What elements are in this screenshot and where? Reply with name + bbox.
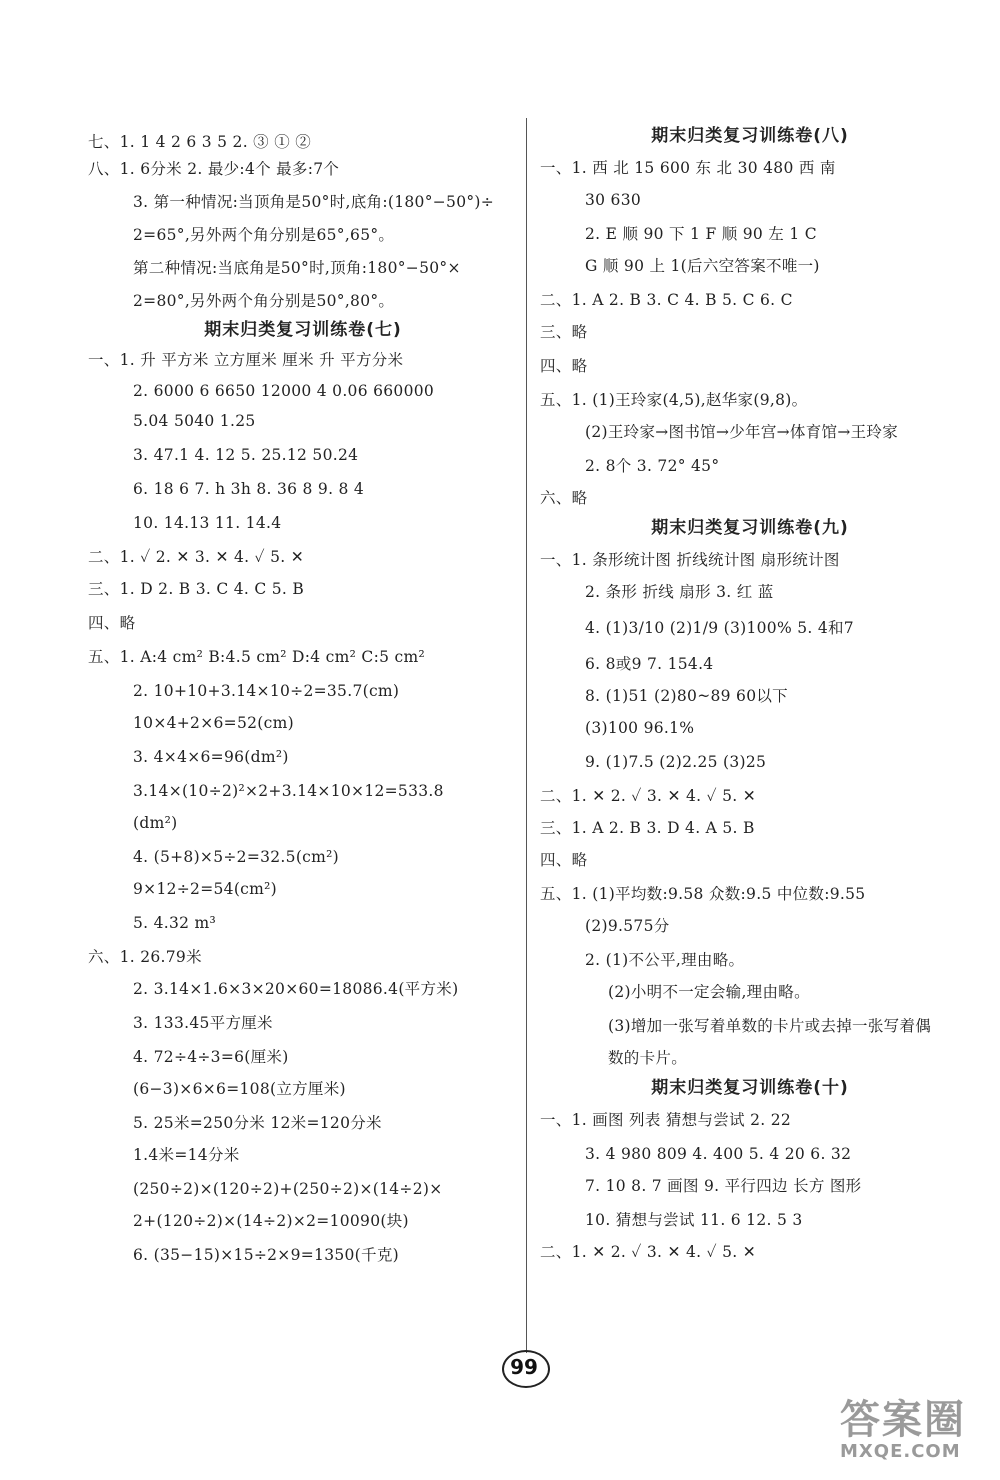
answer-line: 30 630 — [585, 191, 642, 209]
answer-line: 八、1. 6分米 2. 最少:4个 最多:7个 — [88, 160, 340, 178]
answer-line: 5. 25米=250分米 12米=120分米 — [133, 1114, 382, 1132]
answer-line: 10. 猜想与尝试 11. 6 12. 5 3 — [585, 1211, 803, 1229]
watermark-logo — [840, 1398, 990, 1470]
answer-line: 4. 72÷4÷3=6(厘米) — [133, 1048, 289, 1066]
answer-line: G 顺 90 上 1(后六空答案不唯一) — [585, 257, 820, 275]
answer-line: 3. 4×4×6=96(dm²) — [133, 748, 289, 766]
answer-line: 六、略 — [540, 489, 588, 507]
section-heading-7: 期末归类复习训练卷(七) — [204, 320, 402, 340]
answer-line: 一、1. 升 平方米 立方厘米 厘米 升 平方分米 — [88, 351, 404, 369]
answer-line: (2)王玲家→图书馆→少年宫→体育馆→王玲家 — [585, 423, 899, 441]
answer-line: 2. 6000 6 6650 12000 4 0.06 660000 — [133, 382, 435, 400]
section-heading-9: 期末归类复习训练卷(九) — [651, 518, 849, 538]
answer-line: 四、略 — [540, 357, 588, 375]
answer-line: 4. (5+8)×5÷2=32.5(cm²) — [133, 848, 340, 866]
answer-line: 1.4米=14分米 — [133, 1146, 240, 1164]
answer-line: 2+(120÷2)×(14÷2)×2=10090(块) — [133, 1212, 409, 1230]
answer-line: 一、1. 画图 列表 猜想与尝试 2. 22 — [540, 1111, 792, 1129]
answer-line: 三、略 — [540, 323, 588, 341]
answer-line: 2. 10+10+3.14×10÷2=35.7(cm) — [133, 682, 400, 700]
answer-line: 第二种情况:当底角是50°时,顶角:180°−50°× — [133, 259, 461, 277]
answer-line: 五、1. (1)王玲家(4,5),赵华家(9,8)。 — [540, 391, 808, 409]
column-divider — [526, 118, 527, 1353]
answer-line: (6−3)×6×6=108(立方厘米) — [133, 1080, 346, 1098]
answer-line: 2=80°,另外两个角分别是50°,80°。 — [133, 292, 395, 310]
answer-line: 四、略 — [88, 614, 136, 632]
answer-line: 2. 3.14×1.6×3×20×60=18086.4(平方米) — [133, 980, 459, 998]
answer-line: 6. 18 6 7. h 3h 8. 36 8 9. 8 4 — [133, 480, 365, 498]
answer-line: (2)小明不一定会输,理由略。 — [608, 983, 810, 1001]
answer-line: 2. E 顺 90 下 1 F 顺 90 左 1 C — [585, 225, 817, 243]
watermark-title: 答案圈 — [840, 1397, 966, 1443]
answer-line: 2. (1)不公平,理由略。 — [585, 951, 745, 969]
answer-line: 三、1. A 2. B 3. D 4. A 5. B — [540, 819, 755, 837]
answer-line: 2. 8个 3. 72° 45° — [585, 457, 720, 475]
page-number: 99 — [510, 1355, 538, 1379]
right-column — [540, 118, 960, 1261]
answer-line: 六、1. 26.79米 — [88, 948, 202, 966]
answer-line: (3)100 96.1% — [585, 719, 695, 737]
answer-line: 8. (1)51 (2)80~89 60以下 — [585, 687, 788, 705]
answer-line: 5. 4.32 m³ — [133, 914, 217, 932]
answer-line: 5.04 5040 1.25 — [133, 412, 256, 430]
answer-line: 五、1. (1)平均数:9.58 众数:9.5 中位数:9.55 — [540, 885, 866, 903]
answer-line: 4. (1)3/10 (2)1/9 (3)100% 5. 4和7 — [585, 619, 854, 637]
answer-line: 七、1. 1 4 2 6 3 5 2. ③ ① ② — [88, 133, 312, 151]
answer-line: 四、略 — [540, 851, 588, 869]
answer-line: 二、1. ✕ 2. ✓ 3. ✕ 4. ✓ 5. ✕ — [540, 787, 757, 805]
answer-line: 一、1. 西 北 15 600 东 北 30 480 西 南 — [540, 159, 836, 177]
answer-line: (2)9.575分 — [585, 917, 670, 935]
answer-line: 数的卡片。 — [608, 1049, 688, 1067]
answer-line: 10. 14.13 11. 14.4 — [133, 514, 282, 532]
answer-line: 3. 第一种情况:当顶角是50°时,底角:(180°−50°)÷ — [133, 193, 495, 211]
answer-line: 10×4+2×6=52(cm) — [133, 714, 294, 732]
answer-line: (dm²) — [133, 814, 178, 832]
answer-line: 一、1. 条形统计图 折线统计图 扇形统计图 — [540, 551, 840, 569]
section-heading-10: 期末归类复习训练卷(十) — [651, 1078, 849, 1098]
answer-line: 三、1. D 2. B 3. C 4. C 5. B — [88, 580, 305, 598]
answer-line: 五、1. A:4 cm² B:4.5 cm² D:4 cm² C:5 cm² — [88, 648, 425, 666]
answer-line: 3. 47.1 4. 12 5. 25.12 50.24 — [133, 446, 359, 464]
answer-line: (3)增加一张写着单数的卡片或去掉一张写着偶 — [608, 1017, 932, 1035]
answer-line: 2=65°,另外两个角分别是65°,65°。 — [133, 226, 395, 244]
answer-line: 3. 4 980 809 4. 400 5. 4 20 6. 32 — [585, 1145, 852, 1163]
answer-line: 3. 133.45平方厘米 — [133, 1014, 273, 1032]
answer-line: 二、1. A 2. B 3. C 4. B 5. C 6. C — [540, 291, 793, 309]
answer-line: 9. (1)7.5 (2)2.25 (3)25 — [585, 753, 767, 771]
answer-line: 6. (35−15)×15÷2×9=1350(千克) — [133, 1246, 399, 1264]
answer-line: 7. 10 8. 7 画图 9. 平行四边 长方 图形 — [585, 1177, 862, 1195]
section-heading-8: 期末归类复习训练卷(八) — [651, 126, 849, 146]
answer-line: (250÷2)×(120÷2)+(250÷2)×(14÷2)× — [133, 1180, 443, 1198]
answer-line: 6. 8或9 7. 154.4 — [585, 655, 714, 673]
left-column — [88, 118, 518, 1264]
answer-line: 3.14×(10÷2)²×2+3.14×10×12=533.8 — [133, 782, 444, 800]
answer-line: 2. 条形 折线 扇形 3. 红 蓝 — [585, 583, 774, 601]
answer-line: 二、1. ✓ 2. ✕ 3. ✕ 4. ✓ 5. ✕ — [88, 548, 305, 566]
answer-line: 9×12÷2=54(cm²) — [133, 880, 278, 898]
answer-line: 二、1. ✕ 2. ✓ 3. ✕ 4. ✓ 5. ✕ — [540, 1243, 757, 1261]
watermark-url: MXQE.COM — [840, 1441, 961, 1462]
